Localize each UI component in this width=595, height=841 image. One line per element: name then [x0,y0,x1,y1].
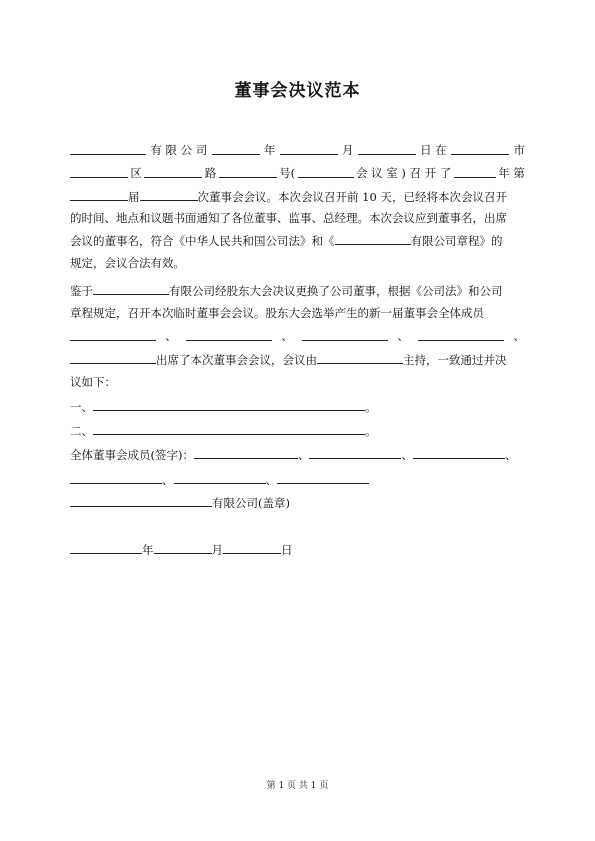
blank-year-2 [454,165,496,178]
blank-date-day [223,541,281,554]
paragraph-line-11: 议如下： [70,375,116,389]
separator: 、 [265,473,277,487]
signature-line-1 [70,446,525,463]
date-year-label: 年 [142,543,154,557]
separator: 、 [401,448,413,462]
date-day-label: 日 [281,543,293,557]
blank-signature-6 [277,471,369,484]
text-segment: 市 [513,143,525,157]
text-segment: 届 [128,190,140,204]
blank-date-month [154,541,212,554]
blank-month [280,142,338,155]
blank-signature-5 [174,471,266,484]
text-segment: 鉴于 [70,284,93,298]
paragraph-line-2 [70,165,525,181]
text-segment: 年 [263,143,276,157]
blank-company [70,142,146,155]
paragraph-line-3 [70,188,525,205]
blank-meeting-count [140,188,198,201]
blank-chairperson [317,351,403,364]
blank-meeting-room [298,165,354,178]
blank-signature-4 [70,471,162,484]
date-month-label: 月 [211,543,223,557]
blank-signature-1 [194,446,298,459]
separator: 、 [297,448,310,462]
text-segment: 月 [342,143,354,157]
blank-member-2 [186,328,272,341]
paragraph-line-1 [70,142,525,159]
blank-resolution-2 [93,422,365,435]
blank-company-seal [70,494,212,507]
text-segment: 有限公司章程》的 [410,234,503,248]
resolution-item-2 [70,422,525,439]
date-line [70,541,525,558]
signature-label: 全体董事会成员(签字)： [70,448,194,462]
paragraph-line-8: 章程规定，召开本次临时董事会会议。股东大会选举产生的新一届董事会全体成员 [70,306,484,320]
text-segment: 年 第 [498,166,525,180]
paragraph-line-5 [70,232,525,249]
text-segment: 。 [365,400,377,414]
blank-year [212,142,260,155]
item-label: 一、 [70,400,93,414]
blank-day [358,142,416,155]
separator: 、 [504,448,517,462]
separator: 、 [162,473,174,487]
blank-date-year [70,541,142,554]
paragraph-line-6: 规定，会议合法有效。 [70,256,185,270]
separator: 、 [165,329,177,343]
text-segment: 会议的董事名，符合《中华人民共和国公司法》和《 [70,234,335,248]
seal-label: 有限公司(盖章) [212,496,290,510]
text-segment: 区 [130,166,142,180]
text-segment: 路 [204,166,217,180]
page-footer: 第 1 页 共 1 页 [266,781,329,791]
blank-city [451,142,509,155]
text-segment: 日 在 [420,143,447,157]
blank-signature-3 [413,446,505,459]
separator: 、 [397,329,409,343]
blank-company-charter [335,232,411,245]
company-seal-line [70,494,525,511]
text-segment: 。 [365,424,377,438]
text-segment: 会 议 室 ) 召 开 了 [355,166,452,180]
separator: 、 [281,329,293,343]
blank-session [70,188,128,201]
blank-member-5 [70,351,156,364]
separator: 、 [513,329,525,343]
blank-number [219,165,277,178]
resolution-item-1 [70,398,525,415]
text-segment: 有 限 公 司 [150,143,208,157]
paragraph-line-9 [70,328,525,344]
blank-member-3 [302,328,388,341]
paragraph-line-4: 的时间、地点和议题书面通知了各位董事、监事、总经理。本次会议应到董事名，出席 [70,211,507,225]
blank-road [144,165,202,178]
blank-company-name [93,282,169,295]
signature-line-2 [70,471,525,488]
blank-member-4 [418,328,504,341]
blank-district [70,165,128,178]
text-segment: 主持，一致通过并决 [403,353,507,367]
text-segment: 次董事会会议。本次会议召开前 10 天，已经将本次会议召开 [197,190,507,204]
text-segment: 号( [279,166,296,180]
text-segment: 有限公司经股东大会决议更换了公司董事，根据《公司法》和公司 [169,284,503,298]
blank-signature-2 [309,446,401,459]
text-segment: 出席了本次董事会会议，会议由 [156,353,317,367]
blank-member-1 [70,328,156,341]
paragraph-line-7 [70,282,525,299]
blank-resolution-1 [93,398,365,411]
item-label: 二、 [70,424,93,438]
paragraph-line-10 [70,351,525,368]
document-title: 董事会决议范本 [234,81,361,101]
